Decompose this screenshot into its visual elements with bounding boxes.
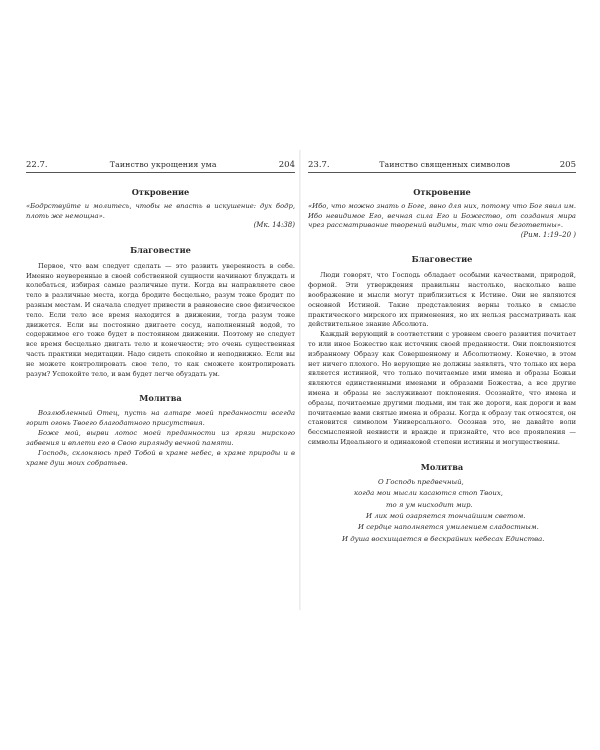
poem-line: И сердце наполняется умилением сладостным. <box>358 523 539 532</box>
left-revelation-heading: Откровение <box>131 187 190 197</box>
right-running-header <box>308 160 576 173</box>
left-prayer-paragraph: Господь, склоняюсь пред Тобой в храме небес, в храме природы и в храме душ моих собратьев. <box>26 449 295 468</box>
left-revelation-quote: «Бодрствуйте и молитесь, чтобы не впасть в искушение: дух бодр, плоть же немощна». <box>26 202 295 220</box>
right-page <box>308 160 576 545</box>
left-gospel-heading: Благовестие <box>130 244 191 255</box>
left-section-number: 22.7. <box>26 160 48 170</box>
left-revelation-reference: (Мк. 14:38) <box>253 221 295 230</box>
right-revelation-heading: Откровение <box>413 187 471 197</box>
right-gospel-paragraph: Люди говорят, что Господь обладает особыми качествами, природой, формой. Эти утверждения правильны настолько, насколько ваше воображение и мысли могут приблизиться к Истине. Они не являются основной Истиной. Такие представления верны только в смысле практического мирского их применения, но их нельзя рассматривать как действительное знание Абсолюта. <box>308 271 576 329</box>
right-chapter-title: Таинство священных символов <box>379 160 511 169</box>
right-revelation-quote: «Ибо, что можно знать о Боге, явно для них, потому что Бог явил им. Ибо невидимое Его, вечная сила Его и Божество, от создания мира чрез рассматривание творений видимы, так что они безответны». <box>308 202 576 230</box>
left-running-header <box>26 160 295 173</box>
right-prayer-heading: Молитва <box>420 461 464 472</box>
right-revelation-reference: (Рим. 1:19–20 ) <box>520 230 576 239</box>
right-gospel-heading: Благовестие <box>411 254 473 265</box>
book-gutter <box>299 150 301 610</box>
left-prayer-paragraph: Возлюбленный Отец, пусть на алтаре моей преданности всегда горит огонь Твоего благодатного присутствия. <box>26 409 295 428</box>
right-prayer-poem <box>308 477 576 545</box>
poem-line: то я ум нисходит мир. <box>386 500 473 509</box>
poem-line: когда мои мысли касаются стоп Твоих, <box>354 489 503 498</box>
left-chapter-title: Таинство укрощения ума <box>109 160 217 169</box>
left-page-number: 204 <box>278 160 295 170</box>
right-section-number: 23.7. <box>308 160 330 170</box>
left-page <box>26 160 295 468</box>
right-gospel-paragraph: Каждый верующий в соответствии с уровнем своего развития почитает то или иное Божество как источник своей преданности. Они поклоняются избранному Образу как Совершенному и Абсолютному. Конечно, в этом нет ничего плохого. Но верующие не должны заявлять, что только их вера является истинной, что только почитаемые ими имена и образы Божьи являются единственными именами и образами Божества, а все другие имена и образы не заслуживают поклонения. Осознайте, что имена и образы, почитаемые другими людьми, им так же дороги, как дороги и вам почитаемые вами святые имена и образы. Когда к образу так относятся, он становится символом Универсального. Осознав это, не давайте воли бессмысленной неявисти и вражде и признайте, что все проявления — символы Идеального и одинаковой степени истинны и могущественны. <box>308 330 576 446</box>
left-gospel-paragraph: Первое, что вам следует сделать — это развить уверенность в себе. Именно неуверенные в своей собственной сущности начинают блуждать и колебаться, избирая самые различные пути. Когда вы направляете свое тело в различные места, когда бродите бесцельно, разум тоже бродит по разным местам. И сначала следует привести в равновесие свое физическое тело. Если тело все время находится в движении, тогда разум тоже движется. Если вы постоянно двигаете сосуд, наполненный водой, то содержимое его тоже будет в постоянном движении. Поэтому не следует все время бесцельно двигать тело и конечности; это очень существенная часть практики медитации. Надо сидеть спокойно и неподвижно. Если вы не можете контролировать свое тело, то как сможете контролировать разум? Успокойте тело, и вам будет легче обуздать ум. <box>26 261 295 378</box>
right-gospel-text <box>308 271 576 447</box>
left-prayer-text <box>26 408 295 468</box>
left-prayer-heading: Молитва <box>139 393 182 404</box>
poem-line: И лик мой озаряется тончайшим светом. <box>366 511 526 520</box>
left-gospel-text <box>26 262 295 380</box>
left-prayer-paragraph: Боже мой, вырви лотос моей преданности из грязи мирского забвения и вплети его в Свою гирлянду вечной памяти. <box>26 429 295 448</box>
poem-line: И душа восхищается в бескрайних небесах Единства. <box>342 534 545 543</box>
poem-line: О Господь предвечный, <box>378 477 464 486</box>
right-page-number: 205 <box>559 160 576 170</box>
